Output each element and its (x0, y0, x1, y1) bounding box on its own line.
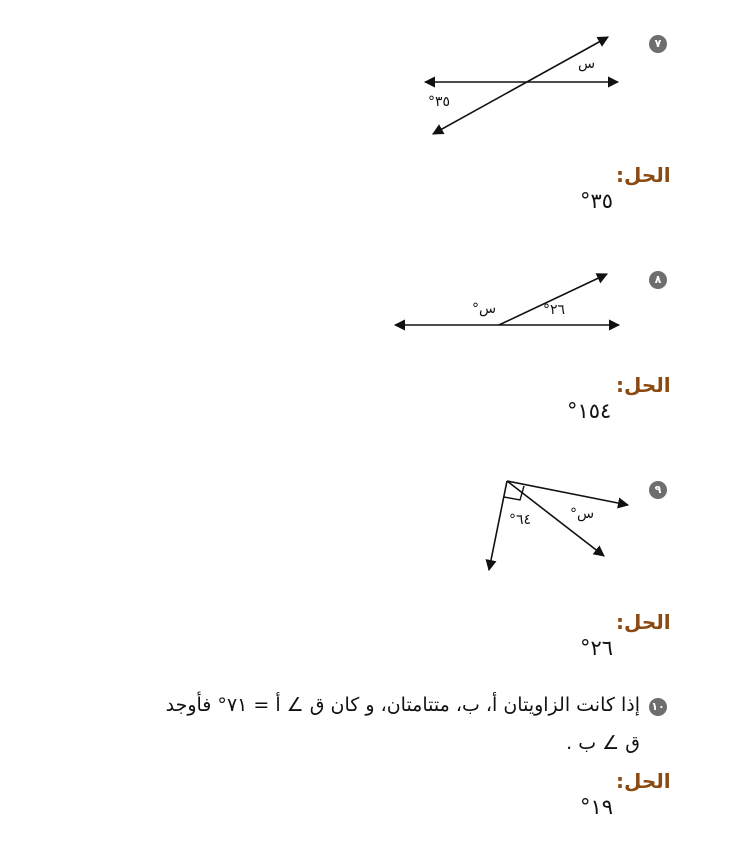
p7-solution-value: ٣٥° (580, 189, 614, 213)
p7-solution-label: الحل: (616, 163, 671, 187)
p9-x-label: س° (570, 506, 595, 522)
p8-solution-value: ١٥٤° (567, 399, 612, 423)
problem-8-number-badge: ٨ (649, 271, 667, 289)
p10-question-line1: إذا كانت الزاويتان أ، ب، متتامتان، و كان ق ∠ أ = ٧١° فأوجد (165, 694, 640, 716)
p9-ray-down (489, 481, 507, 570)
p9-angle-label: ٦٤° (509, 512, 532, 528)
p10-question-line2: ق ∠ ب . (566, 732, 640, 754)
p9-solution-label: الحل: (616, 610, 671, 634)
p8-x-label: س° (472, 301, 497, 317)
problem-10-number-badge: ١٠ (649, 698, 667, 716)
problem-7-number-badge: ٧ (649, 35, 667, 53)
p10-solution-value: ١٩° (580, 795, 614, 819)
p8-solution-label: الحل: (616, 373, 671, 397)
p8-angle-label: ٢٦° (543, 302, 566, 318)
p9-right-angle-mark (504, 486, 524, 500)
p9-solution-value: ٢٦° (580, 636, 614, 660)
p7-x-label: س (578, 56, 596, 72)
p10-solution-label: الحل: (616, 769, 671, 793)
problem-9-number-badge: ٩ (649, 481, 667, 499)
p7-angle-label: ٣٥° (428, 94, 451, 110)
p9-ray-right (507, 481, 628, 505)
